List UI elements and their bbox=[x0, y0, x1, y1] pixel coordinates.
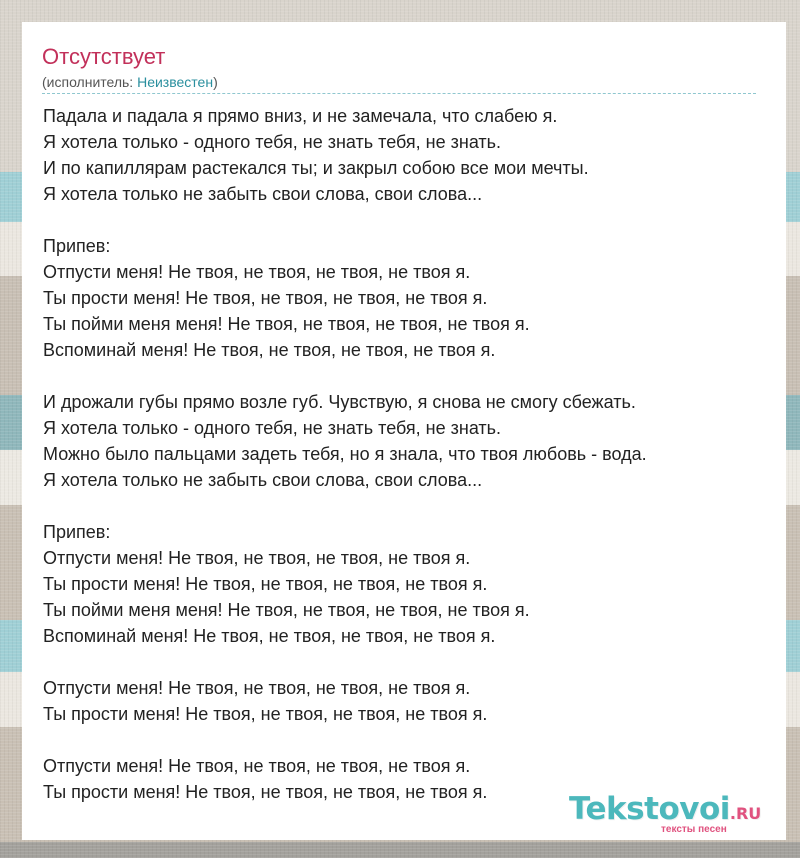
lyric-line: Ты пойми меня меня! Не твоя, не твоя, не твоя, не твоя я. bbox=[43, 600, 530, 620]
stanza-gap bbox=[43, 727, 763, 753]
lyric-line: Ты прости меня! Не твоя, не твоя, не твоя, не твоя я. bbox=[43, 574, 488, 594]
lyric-line: И дрожали губы прямо возле губ. Чувствую, я снова не смогу сбежать. bbox=[43, 392, 636, 412]
stanza-gap bbox=[43, 649, 763, 675]
lyric-line: И по капиллярам растекался ты; и закрыл собою все мои мечты. bbox=[43, 158, 589, 178]
lyric-line: Отпусти меня! Не твоя, не твоя, не твоя, не твоя я. bbox=[43, 548, 471, 568]
title-divider bbox=[42, 93, 756, 94]
lyric-line: Я хотела только - одного тебя, не знать тебя, не знать. bbox=[43, 132, 502, 152]
lyric-line: Ты прости меня! Не твоя, не твоя, не твоя, не твоя я. bbox=[43, 704, 488, 724]
lyrics-text bbox=[43, 103, 763, 805]
lyric-line: Можно было пальцами задеть тебя, но я знала, что твоя любовь - вода. bbox=[43, 444, 647, 464]
stanza-gap bbox=[43, 493, 763, 519]
lyric-line: Ты прости меня! Не твоя, не твоя, не твоя, не твоя я. bbox=[43, 288, 488, 308]
song-title: Отсутствует bbox=[42, 44, 166, 69]
lyric-line: Отпусти меня! Не твоя, не твоя, не твоя, не твоя я. bbox=[43, 678, 471, 698]
lyrics-card bbox=[22, 22, 786, 840]
logo-word: Tekstovoi bbox=[569, 791, 730, 827]
lyric-line: Ты пойми меня меня! Не твоя, не твоя, не твоя, не твоя я. bbox=[43, 314, 530, 334]
artist-prefix: (исполнитель: bbox=[42, 74, 138, 90]
lyric-line: Вспоминай меня! Не твоя, не твоя, не твоя, не твоя я. bbox=[43, 340, 496, 360]
lyric-line: Я хотела только не забыть свои слова, свои слова... bbox=[43, 470, 483, 490]
lyric-line: Припев: bbox=[43, 236, 111, 256]
artist-line bbox=[42, 73, 218, 91]
artist-link[interactable]: Неизвестен bbox=[137, 74, 214, 90]
lyric-line: Я хотела только - одного тебя, не знать тебя, не знать. bbox=[43, 418, 502, 438]
logo-tld: .RU bbox=[729, 804, 762, 823]
lyric-line: Я хотела только не забыть свои слова, свои слова... bbox=[43, 184, 483, 204]
tekstovoi-logo[interactable] bbox=[569, 792, 779, 842]
lyric-line: Ты прости меня! Не твоя, не твоя, не твоя, не твоя я. bbox=[43, 782, 488, 802]
lyric-line: Вспоминай меня! Не твоя, не твоя, не твоя, не твоя я. bbox=[43, 626, 496, 646]
lyric-line: Падала и падала я прямо вниз, и не замечала, что слабею я. bbox=[43, 106, 558, 126]
lyric-line: Отпусти меня! Не твоя, не твоя, не твоя, не твоя я. bbox=[43, 756, 471, 776]
lyric-line: Припев: bbox=[43, 522, 111, 542]
artist-suffix: ) bbox=[213, 74, 218, 90]
stanza-gap bbox=[43, 207, 763, 233]
lyric-line: Отпусти меня! Не твоя, не твоя, не твоя, не твоя я. bbox=[43, 262, 471, 282]
logo-tagline: тексты песен bbox=[661, 824, 727, 835]
stanza-gap bbox=[43, 363, 763, 389]
